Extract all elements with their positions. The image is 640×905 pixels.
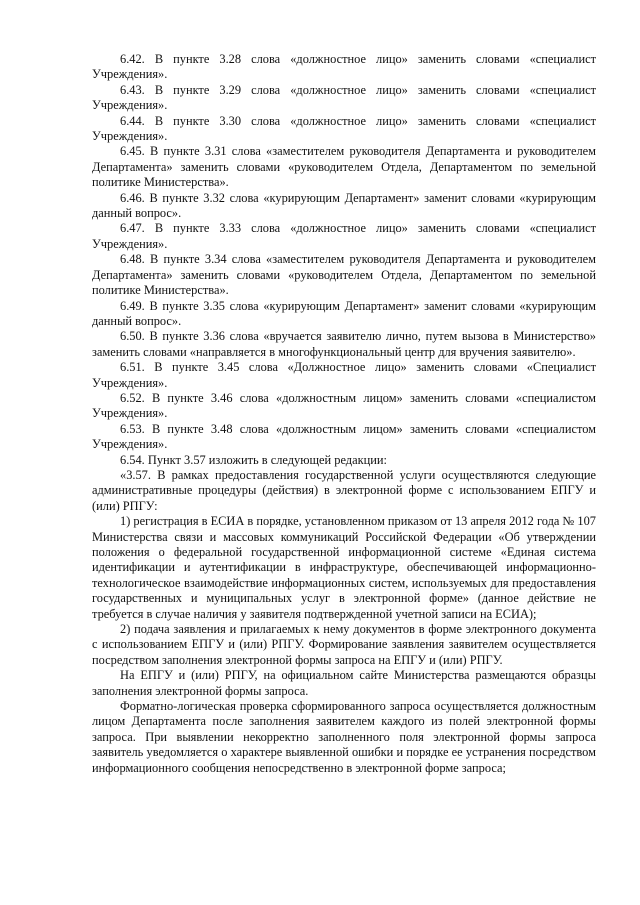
document-page [92,52,596,776]
paragraph-6-46: 6.46. В пункте 3.32 слова «курирующим Департамент» заменит словами «курирующим данный вопрос». [92,190,596,221]
paragraph-6-54: 6.54. Пункт 3.57 изложить в следующей редакции: [120,452,387,467]
paragraph-6-48: 6.48. В пункте 3.34 слова «заместителем руководителя Департамента и руководителем Департамента» заменить словами «руководителем Отдела, Департаментом по земельной политике Министерства». [92,252,596,298]
paragraph-6-49: 6.49. В пункте 3.35 слова «курирующим Департамент» заменит словами «курирующим данный вопрос». [92,298,596,328]
paragraph-6-53: 6.53. В пункте 3.48 слова «должностным лицом» заменить словами «специалистом Учреждения». [92,421,596,452]
paragraph-format-check: Форматно-логическая проверка сформированного запроса осуществляется должностным лицом Департамента после заполнения заявителем каждого из полей электронной формы запроса. При выявлении некорректно заполненного поля электронной формы запроса заявитель уведомляется о характере выявленной ошибки и порядке ее устранения посредством информационного сообщения непосредственно в электронной форме запроса; [92,699,596,775]
paragraph-6-42: 6.42. В пункте 3.28 слова «должностное лицо» заменить словами «специалист Учреждения». [92,52,596,82]
paragraph-6-51: 6.51. В пункте 3.45 слова «Должностное лицо» заменить словами «Специалист Учреждения». [92,360,596,390]
paragraph-samples: На ЕПГУ и (или) РПГУ, на официальном сайте Министерства размещаются образцы заполнения электронной формы запроса. [92,668,596,698]
paragraph-6-43: 6.43. В пункте 3.29 слова «должностное лицо» заменить словами «специалист Учреждения». [92,82,596,113]
paragraph-item-1: 1) регистрация в ЕСИА в порядке, установленном приказом от 13 апреля 2012 года № 107 Министерства связи и массовых коммуникаций Российской Федерации «Об утверждении положения о федеральной государственной информационной системе «Единая система идентификации и аутентификации в инфраструктуре, обеспечивающей информационно-технологическое взаимодействие информационных систем, используемых для предоставления государственных и муниципальных услуг в электронной форме» (данное действие не требуется в случае наличия у заявителя подтвержденной учетной записи на ЕСИА); [92,514,596,621]
paragraph-3-57-intro: «3.57. В рамках предоставления государственной услуги осуществляются следующие административные процедуры (действия) в электронной форме с использованием ЕПГУ и (или) РПГУ: [92,467,596,513]
paragraph-6-45: 6.45. В пункте 3.31 слова «заместителем руководителя Департамента и руководителем Департамента» заменить словами «руководителем Отдела, Департаментом по земельной политике Министерства». [92,144,596,190]
paragraph-6-52: 6.52. В пункте 3.46 слова «должностным лицом» заменить словами «специалистом Учреждения». [92,390,596,421]
paragraph-6-50: 6.50. В пункте 3.36 слова «вручается заявителю лично, путем вызова в Министерство» заменить словами «направляется в многофункциональный центр для вручения заявителю». [92,329,596,359]
paragraph-6-47: 6.47. В пункте 3.33 слова «должностное лицо» заменить словами «специалист Учреждения». [92,221,596,251]
paragraph-6-44: 6.44. В пункте 3.30 слова «должностное лицо» заменить словами «специалист Учреждения». [92,113,596,144]
paragraph-item-2: 2) подача заявления и прилагаемых к нему документов в форме электронного документа с использованием ЕПГУ и (или) РПГУ. Формирование заявления заявителем осуществляется посредством заполнения электронной формы запроса на ЕПГУ и (или) РПГУ. [92,622,596,667]
